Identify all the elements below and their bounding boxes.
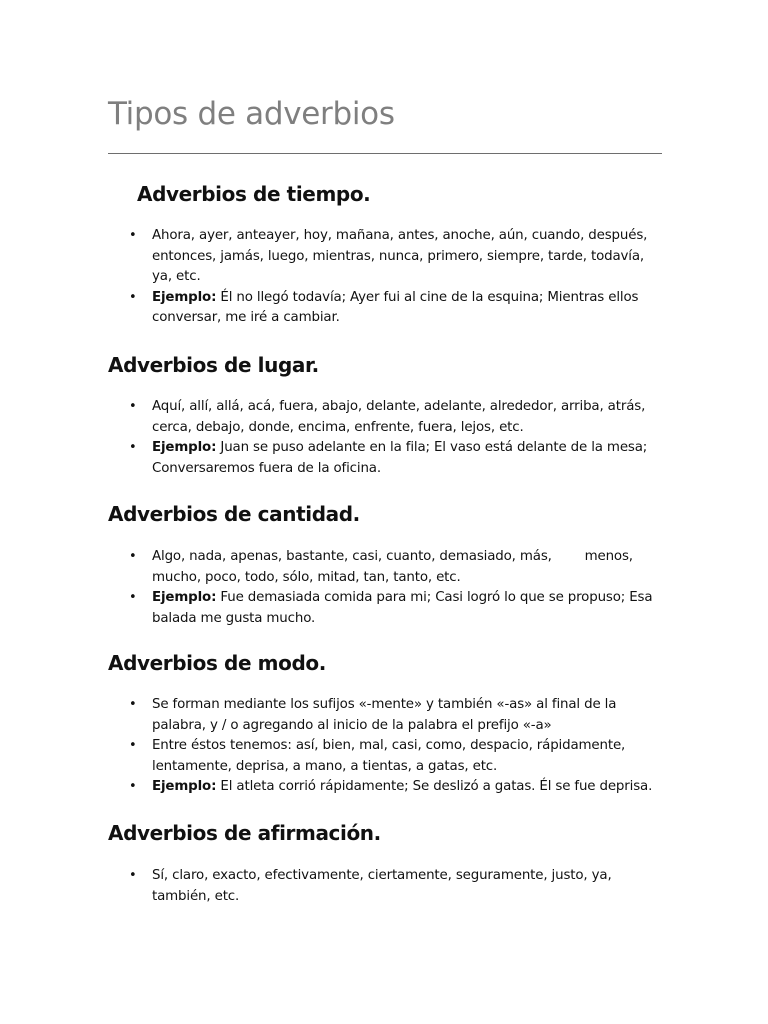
section-heading: Adverbios de afirmación. (108, 821, 381, 845)
item-text: Él no llegó todavía; Ayer fui al cine de la esquina; Mientras ellos conversar, me iré a cambiar. (152, 289, 639, 325)
list-item (108, 397, 668, 438)
item-text: Algo, nada, apenas, bastante, casi, cuanto, demasiado, más, menos, mucho, poco, todo, sólo, mitad, tan, tanto, etc. (152, 549, 638, 585)
list-item (108, 777, 668, 798)
item-text: Se forman mediante los sufijos «-mente» y también «-as» al final de la palabra, y / o agregando al inicio de la palabra el prefijo «-a» (152, 697, 617, 733)
section-adverbios-tiempo (108, 182, 668, 329)
item-text: Juan se puso adelante en la fila; El vaso está delante de la mesa; Conversaremos fuera de la oficina. (152, 440, 648, 476)
list-item (108, 736, 668, 777)
list-item (108, 547, 668, 588)
bullet-list (108, 695, 668, 798)
list-item (108, 438, 668, 479)
bullet-list (108, 866, 668, 907)
section-heading: Adverbios de tiempo. (137, 182, 371, 206)
list-item (108, 226, 668, 288)
list-item (108, 588, 668, 629)
item-text: El atleta corrió rápidamente; Se deslizó a gatas. Él se fue deprisa. (216, 779, 653, 794)
item-text: Fue demasiada comida para mi; Casi logró lo que se propuso; Esa balada me gusta mucho. (152, 590, 653, 626)
list-item (108, 695, 668, 736)
list-item (108, 866, 668, 907)
item-text: Entre éstos tenemos: así, bien, mal, casi, como, despacio, rápidamente, lentamente, deprisa, a mano, a tientas, a gatas, etc. (152, 738, 626, 774)
bullet-list (108, 397, 668, 479)
list-item (108, 288, 668, 329)
item-label: Ejemplo: (152, 440, 217, 455)
item-text: Ahora, ayer, anteayer, hoy, mañana, antes, anoche, aún, cuando, después, entonces, jamás, luego, mientras, nunca, primero, siempre, tarde, todavía, ya, etc. (152, 228, 648, 284)
section-adverbios-lugar (108, 353, 668, 479)
section-heading: Adverbios de lugar. (108, 353, 319, 377)
section-adverbios-afirmacion (108, 821, 668, 907)
item-text: Aquí, allí, allá, acá, fuera, abajo, delante, adelante, alrededor, arriba, atrás, cerca, debajo, donde, encima, enfrente, fuera, lejos, etc. (152, 399, 646, 435)
section-adverbios-cantidad (108, 502, 668, 629)
section-adverbios-modo (108, 651, 668, 798)
item-label: Ejemplo: (152, 590, 217, 605)
section-heading: Adverbios de modo. (108, 651, 326, 675)
title-divider (108, 153, 662, 154)
item-label: Ejemplo: (152, 779, 217, 794)
item-label: Ejemplo: (152, 289, 217, 305)
item-text: Sí, claro, exacto, efectivamente, ciertamente, seguramente, justo, ya, también, etc. (152, 868, 612, 904)
bullet-list (108, 226, 668, 329)
section-heading: Adverbios de cantidad. (108, 502, 360, 526)
bullet-list (108, 547, 668, 629)
page-title: Tipos de adverbios (108, 96, 395, 132)
